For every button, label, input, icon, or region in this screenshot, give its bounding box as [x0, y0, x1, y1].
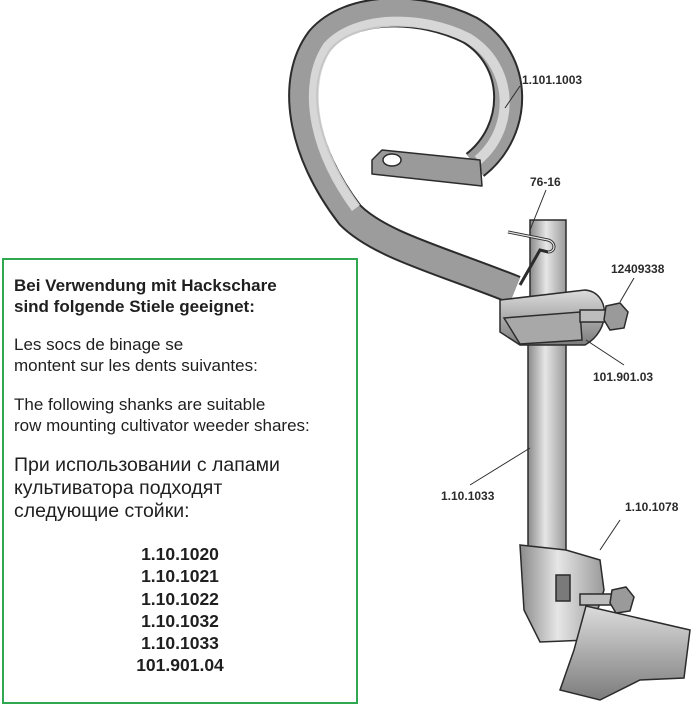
- leader-share-clamp: [600, 520, 620, 550]
- part-number: 101.901.04: [136, 655, 224, 676]
- callout-clamp: 101.901.03: [593, 370, 654, 384]
- french-line: Les socs de binage se: [14, 335, 184, 354]
- mount-hole: [383, 154, 401, 166]
- shank: [528, 220, 566, 560]
- leader-bolt: [620, 278, 634, 302]
- leader-clamp: [586, 340, 624, 365]
- german-heading-line: sind folgende Stiele geeignet:: [14, 297, 255, 316]
- callout-pin: 76-16: [530, 175, 561, 189]
- russian-line: культиватора подходят: [14, 477, 223, 499]
- leader-shank: [470, 448, 530, 485]
- spring-tine: [303, 12, 515, 290]
- part-number: 1.10.1033: [141, 633, 219, 654]
- french-text: [14, 334, 356, 376]
- russian-line: следующие стойки:: [14, 500, 190, 522]
- callout-spring-tine: 1.101.1003: [522, 73, 583, 87]
- russian-text: [14, 454, 356, 523]
- shank-bar: [528, 330, 566, 560]
- compatibility-info-box: [2, 258, 358, 704]
- callout-bolt: 12409338: [611, 262, 665, 276]
- english-text: [14, 394, 356, 436]
- part-number: 1.10.1020: [141, 544, 219, 564]
- english-line: The following shanks are suitable: [14, 395, 266, 414]
- share-bolt-head: [610, 587, 634, 613]
- french-line: montent sur les dents suivantes:: [14, 356, 258, 375]
- english-line: row mounting cultivator weeder shares:: [14, 416, 310, 435]
- share-assembly: [520, 545, 690, 700]
- bolt-head: [604, 303, 628, 330]
- german-heading: [14, 275, 356, 317]
- part-number: 1.10.1021: [141, 566, 219, 587]
- german-heading-line: Bei Verwendung mit Hackschare: [14, 276, 277, 295]
- callout-shank: 1.10.1033: [441, 489, 495, 503]
- part-number-list: [14, 543, 356, 677]
- callout-share-clamp: 1.10.1078: [625, 500, 679, 514]
- share-clamp-slot: [556, 575, 570, 601]
- russian-line: При использовании с лапами: [14, 454, 280, 476]
- part-number: 1.10.1032: [141, 610, 219, 631]
- part-number: 1.10.1022: [141, 588, 219, 609]
